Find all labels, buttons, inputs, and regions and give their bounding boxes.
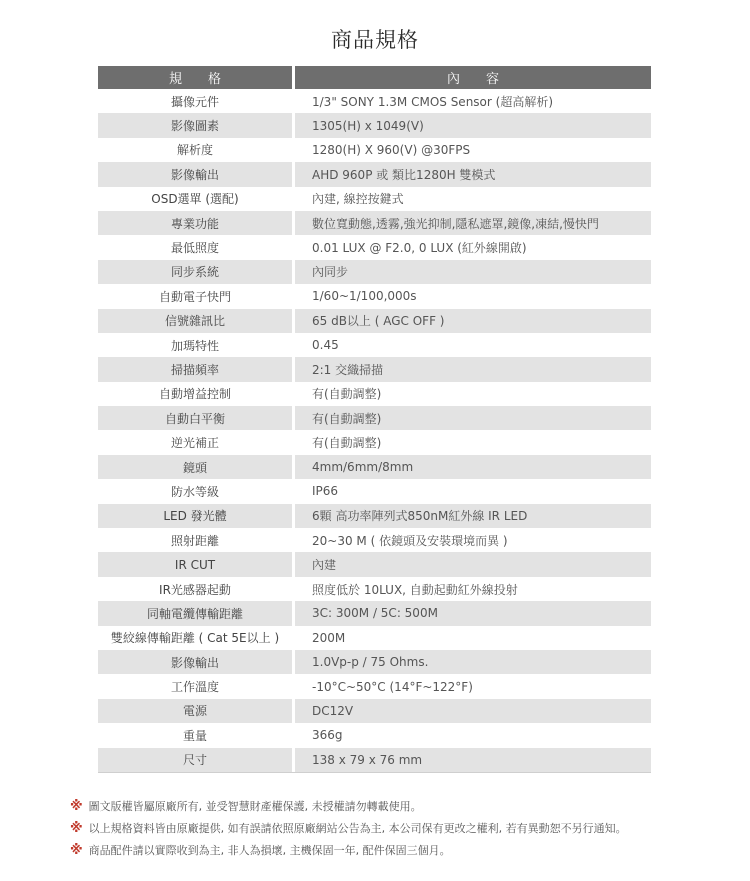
spec-value: 有(自動調整) [295,406,651,430]
spec-value: AHD 960P 或 類比1280H 雙模式 [295,162,651,186]
table-row [98,89,651,113]
table-row [98,284,651,308]
table-row [98,601,651,625]
spec-value: 65 dB以上 ( AGC OFF ) [295,309,651,333]
spec-value: 1/3" SONY 1.3M CMOS Sensor (超高解析) [312,94,554,109]
table-row [98,650,651,674]
table-row [98,333,651,357]
table-row [98,211,651,235]
table-row [98,260,651,284]
spec-table [98,66,651,772]
spec-value: 有(自動調整) [312,387,382,402]
table-header [98,66,651,89]
table-row [98,455,651,479]
spec-label: LED 發光體 [98,504,292,528]
spec-value: 1.0Vp-p / 75 Ohms. [295,650,651,674]
spec-value: 0.45 [312,338,339,353]
table-row [98,479,651,503]
spec-value: 6顆 高功率陣列式850nM紅外線 IR LED [295,504,651,528]
spec-value: 0.01 LUX @ F2.0, 0 LUX (紅外線開啟) [312,241,527,256]
table-row [98,187,651,211]
notes [70,795,627,861]
spec-value: 內同步 [295,260,651,284]
table-row [98,357,651,381]
spec-label: 解析度 [176,143,213,158]
spec-label: 專業功能 [98,211,292,235]
header-content: 內 容 [295,66,651,89]
spec-value: 2:1 交織掃描 [295,357,651,381]
table-row [98,748,651,772]
note-item: ※ 圖文版權皆屬原廠所有, 並受智慧財產權保護, 未授權請勿轉載使用。 [70,798,422,814]
spec-value: DC12V [295,699,651,723]
spec-value: 內建 [295,552,651,576]
table-row [98,430,651,454]
note-item: ※ 商品配件請以實際收到為主, 非人為損壞, 主機保固一年, 配件保固三個月。 [70,842,451,858]
spec-label: 最低照度 [170,241,219,256]
spec-value: 4mm/6mm/8mm [295,455,651,479]
spec-label: 自動白平衡 [98,406,292,430]
table-row [98,528,651,552]
spec-label: 雙絞線傳輸距離 ( Cat 5E以上 ) [110,631,280,646]
spec-value: 照度低於 10LUX, 自動起動紅外線投射 [312,582,518,597]
table-row [98,309,651,333]
spec-value: 200M [312,630,346,645]
spec-label: 工作溫度 [170,680,219,695]
spec-value: 1305(H) x 1049(V) [295,113,651,137]
table-row [98,699,651,723]
asterisk-icon: ※ [70,798,83,814]
note-item: ※ 以上規格資料皆由原廠提供, 如有誤請依照原廠網站公告為主, 本公司保有更改之權利, 若有異動恕不另行通知。 [70,820,627,836]
spec-value: IP66 [312,484,339,499]
table-row [98,577,651,601]
spec-label: 逆光補正 [170,436,219,451]
spec-label: 同步系統 [98,260,292,284]
spec-value: 366g [312,728,343,743]
table-row [98,113,651,137]
table-row [98,504,651,528]
spec-label: 影像輸出 [98,650,292,674]
asterisk-icon: ※ [70,842,83,858]
spec-label: 信號雜訊比 [98,309,292,333]
spec-value: 1280(H) X 960(V) @30FPS [312,142,471,157]
spec-label: 照射距離 [170,533,219,548]
header-spec: 規 格 [98,66,292,89]
spec-label: 鏡頭 [98,455,292,479]
spec-label: 影像輸出 [98,162,292,186]
spec-label: 重量 [182,728,207,743]
table-row [98,138,651,162]
spec-label: 影像圖素 [98,113,292,137]
spec-label: IR光感器起動 [159,582,231,597]
table-row [98,382,651,406]
table-row [98,723,651,747]
spec-label: 自動增益控制 [158,387,231,402]
table-row [98,162,651,186]
spec-value: 有(自動調整) [312,436,382,451]
table-row [98,552,651,576]
spec-label: OSD選單 (選配) [151,192,239,207]
spec-label: 自動電子快門 [158,289,231,304]
spec-label: 攝像元件 [170,94,219,109]
spec-label: 加瑪特性 [170,338,219,353]
spec-value: 數位寬動態,透霧,強光抑制,隱私遮罩,鏡像,凍結,慢快門 [295,211,651,235]
spec-label: 電源 [98,699,292,723]
spec-label: 掃描頻率 [98,357,292,381]
spec-label: IR CUT [98,552,292,576]
table-bottom-line [98,772,651,773]
spec-label: 尺寸 [98,748,292,772]
spec-value: 3C: 300M / 5C: 500M [295,601,651,625]
page-title: 商品規格 [331,28,419,52]
spec-label: 防水等級 [170,484,219,499]
spec-value: -10°C~50°C (14°F~122°F) [312,679,473,694]
asterisk-icon: ※ [70,820,83,836]
spec-value: 138 x 79 x 76 mm [295,748,651,772]
table-row [98,674,651,698]
spec-label: 同軸電纜傳輸距離 [98,601,292,625]
table-row [98,626,651,650]
table-row [98,235,651,259]
spec-value: 1/60~1/100,000s [312,289,417,304]
table-row [98,406,651,430]
spec-value: 內建, 線控按鍵式 [312,192,404,207]
spec-value: 20~30 M ( 依鏡頭及安裝環境而異 ) [312,533,508,548]
